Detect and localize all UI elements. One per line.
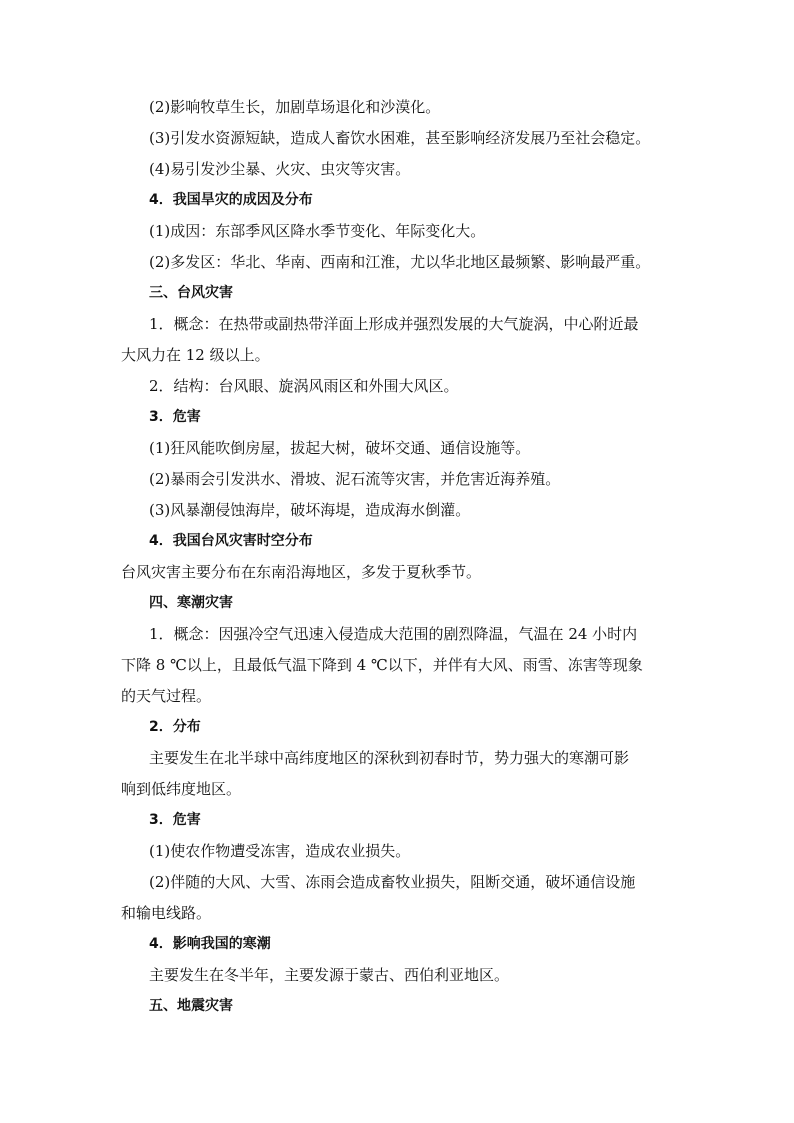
text-line: (2)影响牧草生长，加剧草场退化和沙漠化。 [149, 98, 441, 116]
text-line: (2)暴雨会引发洪水、滑坡、泥石流等灾害，并危害近海养殖。 [149, 470, 561, 488]
section-heading: 4．影响我国的寒潮 [149, 936, 271, 952]
text-line: (3)风暴潮侵蚀海岸，破坏海堤，造成海水倒灌。 [149, 501, 471, 519]
text-line: 1．概念：在热带或副热带洋面上形成并强烈发展的大气旋涡，中心附近最 [149, 315, 639, 333]
text-line: (3)引发水资源短缺，造成人畜饮水困难，甚至影响经济发展乃至社会稳定。 [149, 129, 651, 147]
section-heading: 五、地震灾害 [149, 998, 233, 1014]
text-line: (2)多发区：华北、华南、西南和江淮，尤以华北地区最频繁、影响最严重。 [149, 253, 651, 271]
text-line: (4)易引发沙尘暴、火灾、虫灾等灾害。 [149, 160, 411, 178]
text-line: (1)使农作物遭受冻害，造成农业损失。 [149, 842, 411, 860]
text-line: 和输电线路。 [121, 904, 212, 922]
text-line: 大风力在 12 级以上。 [121, 346, 270, 364]
text-line: (2)伴随的大风、大雪、冻雨会造成畜牧业损失，阻断交通，破坏通信设施 [149, 873, 636, 891]
section-heading: 4．我国旱灾的成因及分布 [149, 192, 313, 208]
section-heading: 四、寒潮灾害 [149, 595, 233, 611]
section-heading: 2．分布 [149, 719, 201, 735]
section-heading: 三、台风灾害 [149, 285, 233, 301]
text-line: 主要发生在冬半年，主要发源于蒙古、西伯利亚地区。 [149, 966, 510, 984]
text-line: 1．概念：因强冷空气迅速入侵造成大范围的剧烈降温，气温在 24 小时内 [149, 625, 638, 643]
text-line: 下降 8 ℃以上，且最低气温下降到 4 ℃以下，并伴有大风、雨雪、冻害等现象 [121, 656, 643, 674]
text-line: 2．结构：台风眼、旋涡风雨区和外围大风区。 [149, 377, 459, 395]
section-heading: 3．危害 [149, 812, 201, 828]
text-line: (1)狂风能吹倒房屋，拔起大树，破坏交通、通信设施等。 [149, 439, 531, 457]
section-heading: 4．我国台风灾害时空分布 [149, 533, 313, 549]
text-line: (1)成因：东部季风区降水季节变化、年际变化大。 [149, 222, 486, 240]
text-line: 的天气过程。 [121, 687, 212, 705]
text-line: 台风灾害主要分布在东南沿海地区，多发于夏秋季节。 [121, 563, 482, 581]
text-line: 主要发生在北半球中高纬度地区的深秋到初春时节，势力强大的寒潮可影 [149, 749, 630, 767]
section-heading: 3．危害 [149, 409, 201, 425]
text-line: 响到低纬度地区。 [121, 780, 242, 798]
document-body [121, 92, 681, 1022]
